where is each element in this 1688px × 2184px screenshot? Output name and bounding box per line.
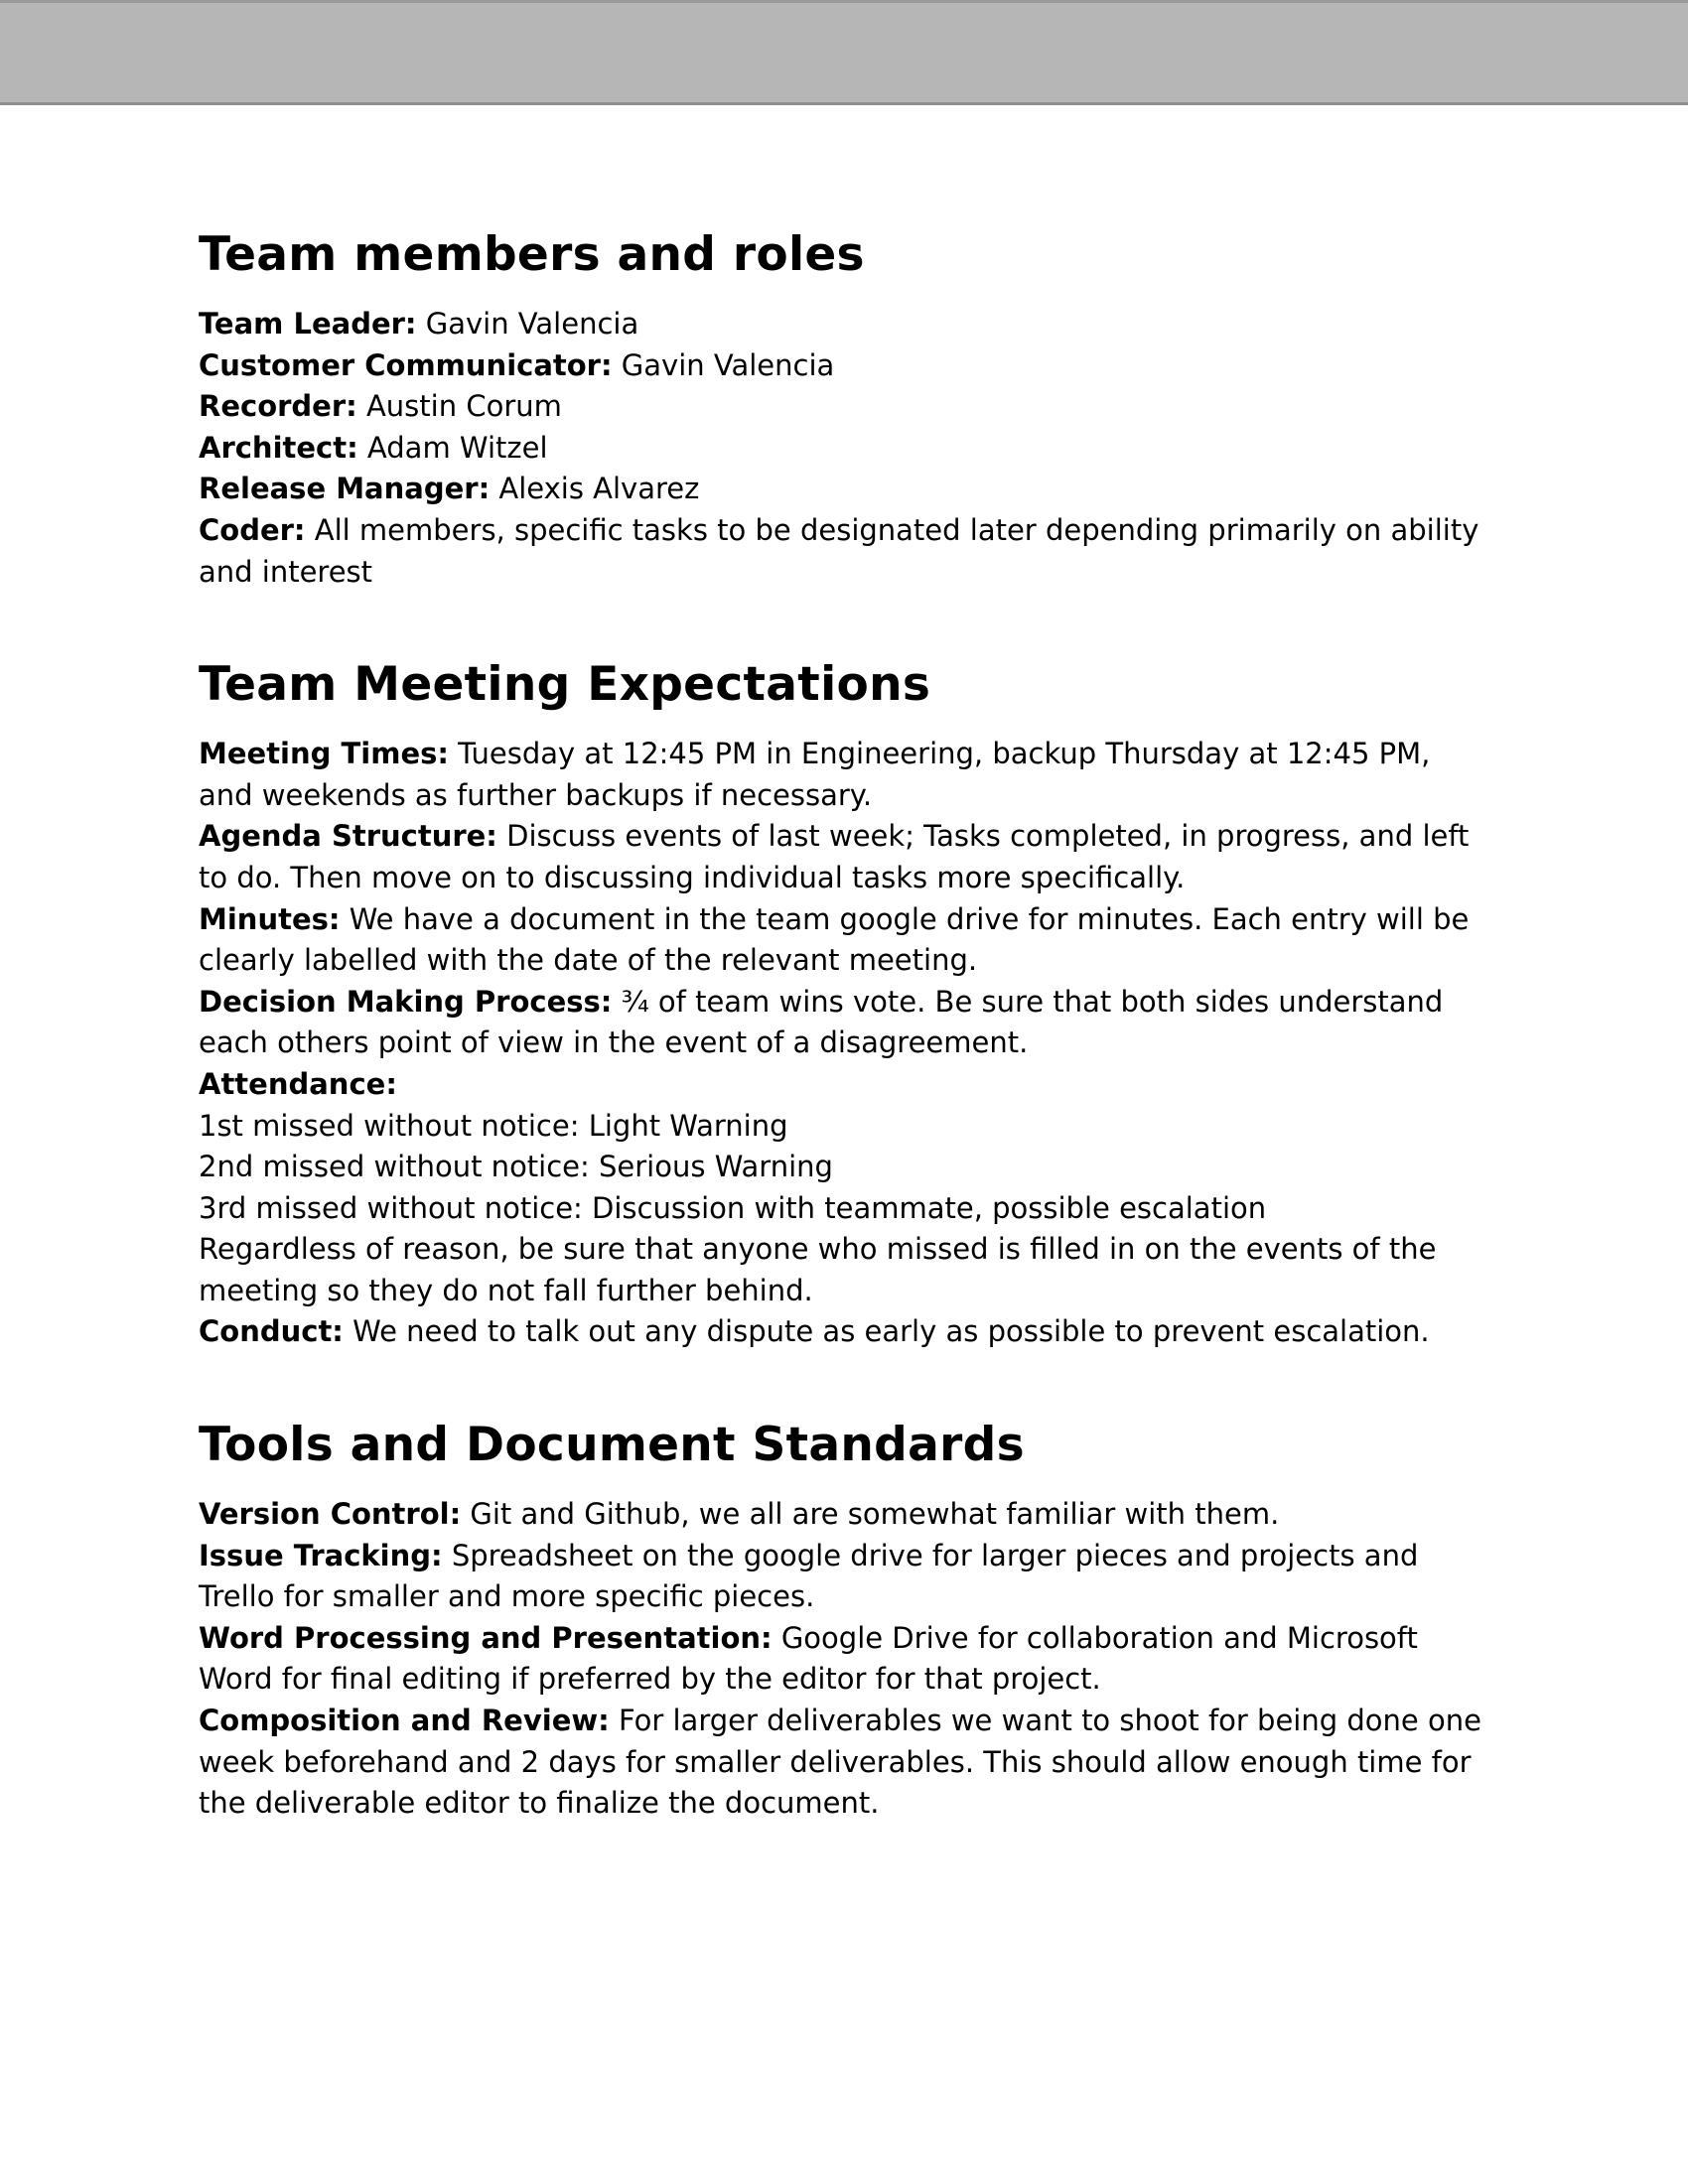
attendance-rule: [199, 1147, 1489, 1188]
role-line: [199, 304, 1489, 345]
line-text: For larger deliverables we want to shoot for being done one week beforehand and 2 days for smaller deliverables. This should allow enough time for the deliverable editor to finalize the document.: [199, 1704, 1481, 1821]
line-label: Recorder:: [199, 389, 357, 424]
line-text: Git and Github, we all are somewhat familiar with them.: [461, 1497, 1280, 1532]
role-line: [199, 510, 1489, 593]
expectation-line: [199, 1311, 1489, 1353]
line-text: Austin Corum: [356, 389, 562, 424]
line-text: All members, specific tasks to be designated later depending primarily on ability and interest: [199, 512, 1479, 589]
expectation-line: [199, 1064, 1489, 1106]
line-text: Alexis Alvarez: [490, 472, 700, 506]
line-text: Gavin Valencia: [416, 307, 639, 341]
attendance-rule: [199, 1229, 1489, 1311]
tool-line: [199, 1494, 1489, 1536]
expectation-line: [199, 816, 1489, 898]
line-text: Tuesday at 12:45 PM in Engineering, backup Thursday at 12:45 PM, and weekends as further backups if necessary.: [199, 737, 1431, 812]
line-label: Attendance:: [199, 1066, 397, 1101]
line-text: We need to talk out any dispute as early as possible to prevent escalation.: [343, 1314, 1430, 1349]
line-label: Customer Communicator:: [199, 347, 613, 382]
line-label: Release Manager:: [199, 472, 491, 506]
line-label: Composition and Review:: [199, 1704, 610, 1738]
section-meeting-expectations: [199, 650, 1489, 1353]
viewer-top-bar: [0, 0, 1688, 105]
role-line: [199, 469, 1489, 510]
role-line: [199, 428, 1489, 470]
tool-line: [199, 1618, 1489, 1701]
expectation-line: [199, 899, 1489, 982]
section-heading: Team Meeting Expectations: [199, 657, 931, 713]
line-label: Minutes:: [199, 901, 341, 936]
line-text: Google Drive for collaboration and Microsoft Word for final editing if preferred by the editor for that project.: [199, 1620, 1418, 1697]
expectation-line: [199, 982, 1489, 1064]
section-heading: Team members and roles: [199, 227, 865, 282]
line-label: Architect:: [199, 430, 358, 465]
line-text: Spreadsheet on the google drive for larger pieces and projects and Trello for smaller and more specific pieces.: [199, 1538, 1419, 1614]
line-label: Coder:: [199, 512, 306, 547]
line-text: 1st missed without notice: Light Warning: [199, 1108, 788, 1143]
line-text: ¾ of team wins vote. Be sure that both sides understand each others point of view in the event of a disagreement.: [199, 984, 1444, 1060]
attendance-rule: [199, 1106, 1489, 1148]
line-label: Word Processing and Presentation:: [199, 1620, 773, 1655]
line-label: Version Control:: [199, 1497, 462, 1532]
line-text: Gavin Valencia: [612, 347, 835, 382]
tool-line: [199, 1536, 1489, 1618]
section-tools-standards: [199, 1411, 1489, 1825]
expectation-line: [199, 734, 1489, 816]
line-label: Conduct:: [199, 1314, 344, 1349]
line-text: Discuss events of last week; Tasks completed, in progress, and left to do. Then move on to discussing individual tasks more specifically.: [199, 819, 1470, 894]
document-body: [199, 220, 1489, 1882]
section-heading: Tools and Document Standards: [199, 1418, 1025, 1473]
tool-line: [199, 1701, 1489, 1825]
line-label: Team Leader:: [199, 307, 417, 341]
line-text: Regardless of reason, be sure that anyone who missed is filled in on the events of the meeting so they do not fall further behind.: [199, 1232, 1437, 1307]
line-label: Decision Making Process:: [199, 984, 613, 1019]
role-line: [199, 386, 1489, 428]
line-label: Agenda Structure:: [199, 819, 497, 854]
line-label: Meeting Times:: [199, 737, 449, 771]
attendance-rule: [199, 1188, 1489, 1230]
line-text: 3rd missed without notice: Discussion with teammate, possible escalation: [199, 1190, 1267, 1225]
line-text: 2nd missed without notice: Serious Warning: [199, 1150, 833, 1184]
role-line: [199, 345, 1489, 387]
line-text: Adam Witzel: [357, 430, 548, 465]
line-text: We have a document in the team google drive for minutes. Each entry will be clearly labelled with the date of the relevant meeting.: [199, 901, 1470, 978]
line-label: Issue Tracking:: [199, 1538, 443, 1572]
section-team-members: [199, 220, 1489, 593]
